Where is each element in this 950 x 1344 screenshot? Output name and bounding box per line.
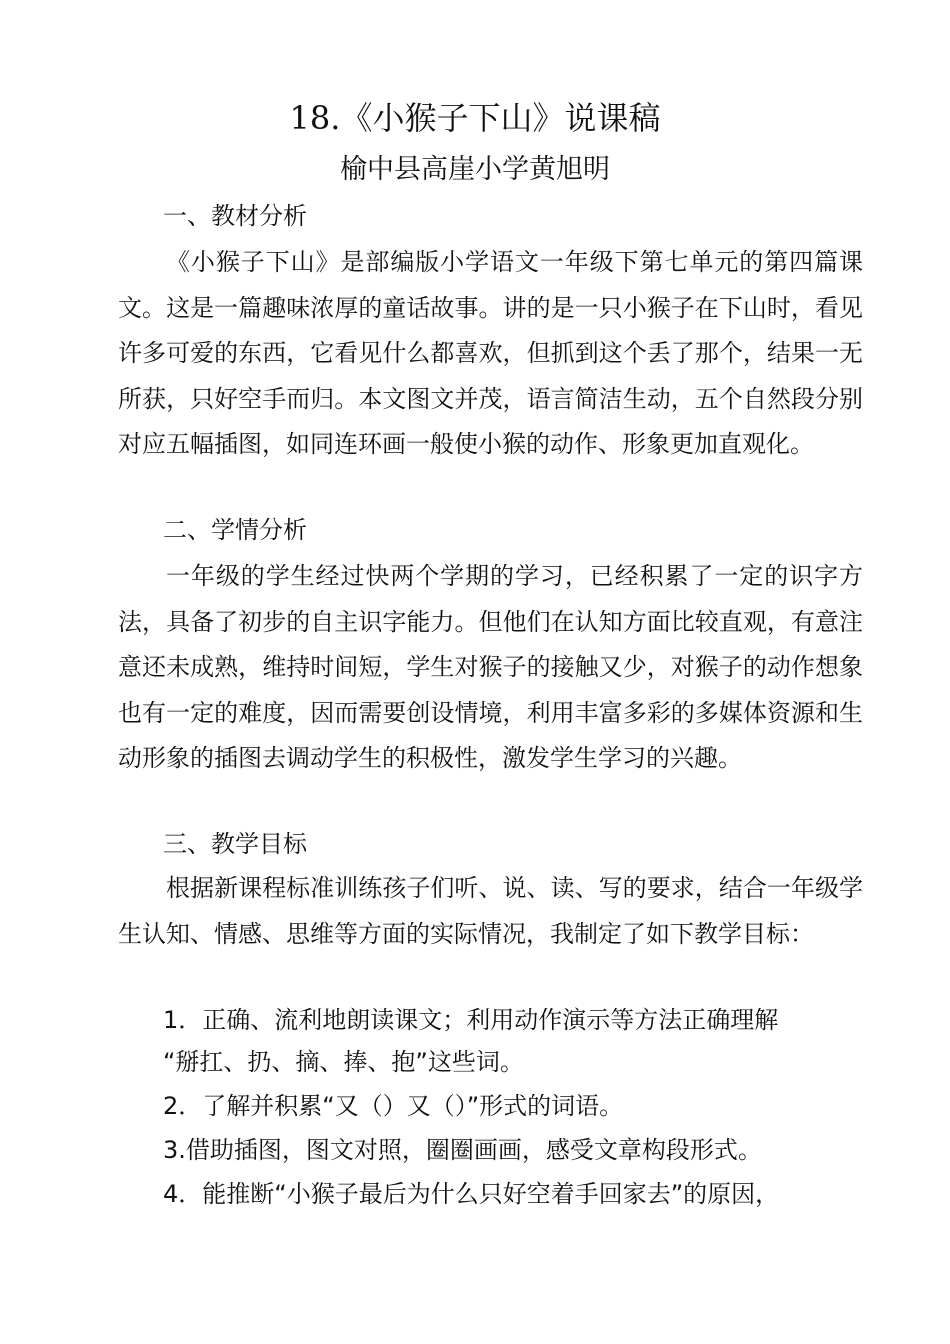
document-author: 榆中县高崖小学黄旭明 — [340, 154, 610, 185]
section-paragraph-teaching-goals: 根据新课程标准训练孩子们听、说、读、写的要求，结合一年级学生认知、情感、思维等方面的实际情况，我制定了如下教学目标： — [118, 874, 863, 948]
section-paragraph-student-analysis: 一年级的学生经过快两个学期的学习，已经积累了一定的识字方法，具备了初步的自主识字能力。但他们在认知方面比较直观，有意注意还未成熟，维持时间短，学生对猴子的接触又少，对猴子的动作想象也有一定的难度，因而需要创设情境，利用丰富多彩的多媒体资源和生动形象的插图去调动学生的积极性，激发学生学习的兴趣。 — [118, 562, 863, 772]
goal-item-1: 1．正确、流利地朗读课文；利用动作演示等方法正确理解 — [163, 1006, 779, 1034]
section-heading-student-analysis: 二、学情分析 — [163, 516, 307, 544]
goal-item-2: 2．了解并积累“又（）又（）”形式的词语。 — [163, 1092, 624, 1120]
document-title: 18.《小猴子下山》说课稿 — [289, 99, 661, 137]
goal-item-1-continuation: “掰扛、扔、摘、捧、抱”这些词。 — [163, 1048, 524, 1076]
section-heading-textbook-analysis: 一、教材分析 — [163, 202, 307, 230]
section-heading-teaching-goals: 三、教学目标 — [163, 830, 307, 858]
section-paragraph-textbook-analysis: 《小猴子下山》是部编版小学语文一年级下第七单元的第四篇课文。这是一篇趣味浓厚的童话故事。讲的是一只小猴子在下山时，看见许多可爱的东西，它看见什么都喜欢，但抓到这个丢了那个，结果一无所获，只好空手而归。本文图文并茂，语言简洁生动，五个自然段分别对应五幅插图，如同连环画一般使小猴的动作、形象更加直观化。 — [118, 248, 863, 458]
goal-item-3: 3.借助插图，图文对照，圈圈画画，感受文章构段形式。 — [163, 1136, 762, 1164]
goal-item-4: 4．能推断“小猴子最后为什么只好空着手回家去”的原因， — [163, 1180, 780, 1208]
